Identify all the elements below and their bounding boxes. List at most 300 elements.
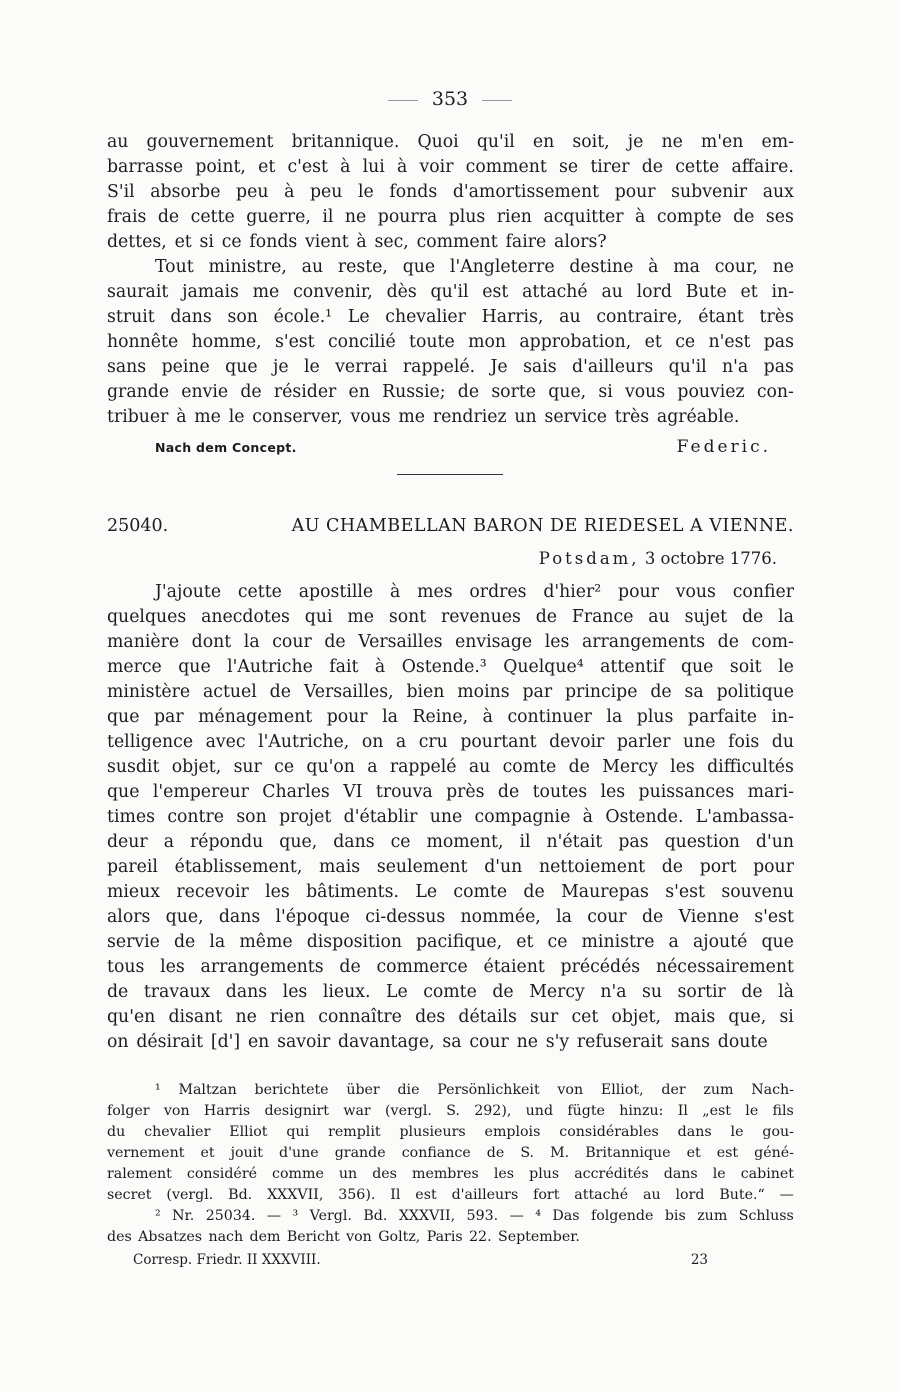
word: sa [684, 682, 704, 702]
word: ministère [107, 682, 191, 702]
word: attaché [574, 1187, 629, 1203]
text-line [107, 680, 794, 705]
word: plusieurs [399, 1124, 466, 1140]
word: s'est [665, 882, 705, 902]
word: cour [272, 632, 312, 652]
word: au [601, 282, 623, 302]
word: cette [237, 582, 282, 602]
word: mais [674, 1007, 716, 1027]
letter-number: 25040. [107, 516, 169, 536]
word: und [525, 1103, 554, 1119]
text-line [107, 405, 794, 430]
word: susdit [107, 757, 160, 777]
word: d'ailleurs [572, 357, 654, 377]
word: au [643, 1187, 661, 1203]
word: pour [614, 182, 656, 202]
text-line [107, 980, 794, 1005]
word: de [741, 607, 764, 627]
word: Britannique [585, 1145, 671, 1161]
word: S'il [107, 182, 135, 202]
word: la [382, 707, 398, 727]
word: fonds [389, 182, 438, 202]
word: 356). [338, 1187, 376, 1203]
word: très [759, 307, 794, 327]
word: on [361, 732, 384, 752]
signature-row [155, 437, 771, 457]
word: chevalier [144, 1124, 211, 1140]
word: von [163, 1103, 190, 1119]
word: du [771, 732, 794, 752]
word: arrangements [581, 632, 706, 652]
word: ne [344, 207, 367, 227]
word: se [559, 157, 579, 177]
word: est [415, 1187, 437, 1203]
word: (vergl. [385, 1103, 432, 1119]
word: fonds [249, 232, 298, 252]
word: lord [675, 1187, 705, 1203]
word: c'est [287, 157, 328, 177]
word: ² [155, 1208, 161, 1224]
word: comme [272, 1166, 324, 1182]
word: le [712, 1166, 726, 1182]
word: et [644, 332, 662, 352]
word: considéré [186, 1166, 258, 1182]
word: Bericht [286, 1229, 340, 1245]
word: alors? [554, 232, 607, 252]
word: n'a [600, 982, 627, 1002]
word: plus [636, 707, 674, 727]
word: qu'il [430, 282, 469, 302]
word: m'en [700, 132, 744, 152]
word: barrasse [107, 157, 184, 177]
word: Bute.“ [719, 1187, 765, 1203]
word: dem [249, 1229, 281, 1245]
word: soit [729, 657, 762, 677]
word: ordres [469, 582, 527, 602]
word: au [559, 307, 581, 327]
word: dans [333, 832, 375, 852]
word: et [258, 157, 276, 177]
word: qu'il [476, 132, 515, 152]
word: étaient [483, 957, 545, 977]
text-line [107, 605, 794, 630]
word: un [514, 407, 537, 427]
word: de [486, 1145, 505, 1161]
word: Quoi [417, 132, 459, 152]
word: subvenir [671, 182, 748, 202]
word: à [582, 807, 593, 827]
word: remplit [328, 1124, 381, 1140]
word: Charles [262, 782, 330, 802]
word: et [200, 1145, 215, 1161]
word: jamais [182, 282, 239, 302]
word: Versailles, [303, 682, 394, 702]
word: aux [762, 182, 794, 202]
word: pour [753, 857, 794, 877]
word: tirer [590, 157, 630, 177]
word: pourra [377, 207, 438, 227]
word: [d'] [210, 1032, 241, 1052]
text-line [107, 130, 794, 155]
word: à [374, 657, 386, 677]
word: pour [618, 582, 659, 602]
word: ce [390, 832, 411, 852]
word: devoir [549, 732, 605, 752]
word: ne [235, 1007, 257, 1027]
word: rappelé. [402, 357, 476, 377]
word: parfaite [687, 707, 757, 727]
word: — [266, 1208, 282, 1224]
word: disant [168, 1007, 223, 1027]
word: moment, [426, 832, 504, 852]
word: alors [107, 907, 151, 927]
word: avec [205, 732, 246, 752]
word: la [556, 907, 572, 927]
word: pourtant [460, 732, 537, 752]
page-number-dash-right [482, 100, 512, 101]
word: sujet [684, 607, 728, 627]
letter-date: 3 octobre 1776. [644, 549, 777, 568]
bottom-row [133, 1252, 708, 1268]
word: membres [411, 1166, 479, 1182]
word: d'une [279, 1145, 319, 1161]
word: ministre [581, 932, 655, 952]
word: dans [677, 1124, 712, 1140]
word: les [670, 757, 695, 777]
word: confiance [401, 1145, 471, 1161]
word: contraire, [596, 307, 683, 327]
word: pas [618, 832, 649, 852]
word: fügte [567, 1103, 605, 1119]
word: cour [587, 907, 627, 927]
word: l'époque [275, 907, 350, 927]
word: grande [107, 382, 170, 402]
word: lui [362, 157, 385, 177]
word: d'un [755, 832, 794, 852]
word: Ostende. [605, 807, 684, 827]
word: service [544, 407, 608, 427]
word: Mercy [529, 982, 585, 1002]
word: d'un [484, 857, 523, 877]
word: détails [458, 1007, 517, 1027]
word: vous [625, 382, 666, 402]
word: un [338, 1166, 358, 1182]
word: Persönlichkeit [437, 1082, 540, 1098]
word: près [446, 782, 485, 802]
word: qui [304, 607, 333, 627]
footnote-line [107, 1227, 794, 1248]
word: n'est [708, 332, 751, 352]
word: dans [225, 982, 268, 1002]
text-line [107, 855, 794, 880]
word: bien [406, 682, 445, 702]
word: parler [616, 732, 671, 752]
word: Bd. [228, 1187, 253, 1203]
word: ce [221, 232, 242, 252]
word: Vienne [678, 907, 739, 927]
word: de [717, 632, 739, 652]
word: J'ajoute [155, 582, 222, 602]
word: dans [218, 907, 261, 927]
word: Reine, [412, 707, 469, 727]
word: a [668, 932, 679, 952]
word: Absatzes [138, 1229, 203, 1245]
word: seulement [376, 857, 468, 877]
word: désirait [136, 1032, 204, 1052]
word: ses [765, 207, 794, 227]
letter-title: AU CHAMBELLAN BARON DE RIEDESEL A VIENNE. [291, 516, 794, 536]
word: ³ [292, 1208, 299, 1224]
word: si [779, 1007, 794, 1027]
word: S. [520, 1145, 535, 1161]
word: France [571, 607, 634, 627]
word: envie [181, 382, 229, 402]
text-line [107, 780, 794, 805]
word: Il [390, 1187, 401, 1203]
word: berichtete [254, 1082, 329, 1098]
word: que [178, 657, 211, 677]
text-line [107, 905, 794, 930]
word: voir [419, 157, 454, 177]
word: à [176, 407, 187, 427]
word: tous [107, 957, 145, 977]
word: 593. [466, 1208, 499, 1224]
page-number-row [0, 88, 900, 110]
word: politique [716, 682, 794, 702]
word: son [227, 307, 258, 327]
word: pas [763, 332, 794, 352]
text-line [107, 830, 794, 855]
word: d'établir [343, 807, 418, 827]
word: nettoiement [538, 857, 646, 877]
word: toute [409, 332, 455, 352]
word: telligence [107, 732, 194, 752]
word: plus [529, 1166, 560, 1182]
word: jouit [230, 1145, 263, 1161]
word: ce [675, 332, 696, 352]
word: ministre, [208, 257, 287, 277]
word: s'est [754, 907, 794, 927]
word: sec, [374, 232, 409, 252]
word: et [516, 932, 534, 952]
word: comment [416, 232, 498, 252]
signature-name: Federic. [676, 437, 771, 457]
word: précédés [560, 957, 641, 977]
word: mon [468, 332, 506, 352]
word: ralement [107, 1166, 172, 1182]
word: les [160, 957, 185, 977]
word: Bd. [363, 1208, 388, 1224]
word: nommée, [460, 907, 541, 927]
word: pareil [107, 857, 158, 877]
word: l'Autriche, [258, 732, 350, 752]
word: secret [107, 1187, 152, 1203]
word: pacifique, [416, 932, 503, 952]
word: une [683, 732, 716, 752]
word: dans [663, 1166, 698, 1182]
word: davantage, [338, 1032, 435, 1052]
word: une [429, 807, 463, 827]
word: arrangements [200, 957, 324, 977]
word: que [107, 782, 140, 802]
word: de [240, 382, 262, 402]
word: des [372, 1166, 397, 1182]
word: emplois [484, 1124, 541, 1140]
word: il [322, 207, 334, 227]
text-line [107, 330, 794, 355]
word: là [778, 982, 794, 1002]
word: reste, [337, 257, 388, 277]
word: considérables [559, 1124, 659, 1140]
word: pouviez [677, 382, 745, 402]
word: lieux. [322, 982, 371, 1002]
word: la [606, 707, 623, 727]
word: les [282, 982, 308, 1002]
sheet-number: 23 [690, 1252, 708, 1268]
word: von [346, 1229, 372, 1245]
word: me [398, 407, 426, 427]
word: établissement, [174, 857, 303, 877]
word: attentif [600, 657, 665, 677]
word: revenues [441, 607, 521, 627]
word: rendriez [432, 407, 507, 427]
word: über [346, 1082, 380, 1098]
word: vous [350, 407, 391, 427]
word: à [389, 582, 401, 602]
text-line [107, 1005, 794, 1030]
text-line [107, 230, 794, 255]
word: homme, [191, 332, 262, 352]
word: envisage [455, 632, 533, 652]
word: fois [728, 732, 760, 752]
word: qu'on [306, 757, 355, 777]
word: l'empereur [152, 782, 249, 802]
footnote-line [107, 1143, 794, 1164]
word: de [568, 757, 590, 777]
word: attaché [522, 282, 588, 302]
word: comment [465, 157, 547, 177]
word: quelques [107, 607, 187, 627]
word: par [153, 707, 184, 727]
word: de [107, 982, 129, 1002]
word: contre [167, 807, 224, 827]
word: trouva [375, 782, 433, 802]
word: zum [703, 1082, 734, 1098]
word: in- [771, 282, 794, 302]
text-line [107, 355, 794, 380]
word: sais [523, 357, 557, 377]
word: 292), [474, 1103, 512, 1119]
word: au [468, 757, 491, 777]
word: connaître [318, 1007, 402, 1027]
word: en [247, 1032, 270, 1052]
word: la [209, 932, 226, 952]
word: saurait [107, 282, 169, 302]
paragraph-1 [107, 130, 794, 255]
word: à [397, 157, 408, 177]
word: manière [107, 632, 180, 652]
footnote-line [107, 1185, 794, 1206]
word: de [157, 207, 180, 227]
word: tribuer [107, 407, 169, 427]
word: cette [675, 157, 720, 177]
word: Schluss [738, 1208, 794, 1224]
word: de [457, 382, 480, 402]
word: au [301, 257, 324, 277]
word: Bute [685, 282, 727, 302]
word: à [284, 182, 295, 202]
word: hinzu: [619, 1103, 664, 1119]
word: pour [326, 707, 368, 727]
text-line [107, 930, 794, 955]
word: su [642, 982, 663, 1002]
word: de [492, 982, 514, 1002]
word: zum [697, 1208, 728, 1224]
word: von [557, 1082, 584, 1098]
signature-mark: Corresp. Friedr. II XXXVIII. [133, 1252, 321, 1268]
word: de [173, 932, 196, 952]
word: plus [448, 207, 486, 227]
word: der [661, 1082, 686, 1098]
text-line [107, 1030, 794, 1055]
word: M. [550, 1145, 570, 1161]
text-line [107, 180, 794, 205]
word: les [600, 782, 626, 802]
word: mais [319, 857, 361, 877]
word: savoir [277, 1032, 331, 1052]
word: sans [107, 357, 147, 377]
word: du [107, 1124, 126, 1140]
word: soit, [572, 132, 610, 152]
word: cour, [714, 257, 758, 277]
word: sur [530, 1007, 559, 1027]
word: a [395, 732, 407, 752]
word: des [415, 1007, 446, 1027]
word: acquitter [543, 207, 624, 227]
word: par [522, 682, 553, 702]
word: de [523, 882, 545, 902]
word: VI [343, 782, 363, 802]
word: objet, [611, 1007, 661, 1027]
word: je [273, 357, 289, 377]
word: Elliot, [600, 1082, 644, 1098]
word: designirt [264, 1103, 329, 1119]
word: que, [165, 907, 204, 927]
word: merce [107, 657, 162, 677]
word: mes [417, 582, 453, 602]
word: les [544, 632, 570, 652]
letter-place: Potsdam, [538, 549, 640, 568]
word: à [356, 232, 367, 252]
text-line [107, 155, 794, 180]
word: mari- [747, 782, 794, 802]
word: comte [453, 882, 508, 902]
word: compagnie [474, 807, 571, 827]
word: — [509, 1208, 524, 1224]
word: il [519, 832, 531, 852]
word: que, [728, 1007, 767, 1027]
word: die [397, 1082, 420, 1098]
word: mieux [107, 882, 161, 902]
word: sortir [677, 982, 726, 1002]
word: (vergl. [166, 1187, 214, 1203]
word: et [174, 232, 192, 252]
word: d'ailleurs [451, 1187, 519, 1203]
word: à [635, 207, 646, 227]
word: le [357, 182, 374, 202]
word: Le [347, 307, 370, 327]
word: s'y [545, 1032, 570, 1052]
